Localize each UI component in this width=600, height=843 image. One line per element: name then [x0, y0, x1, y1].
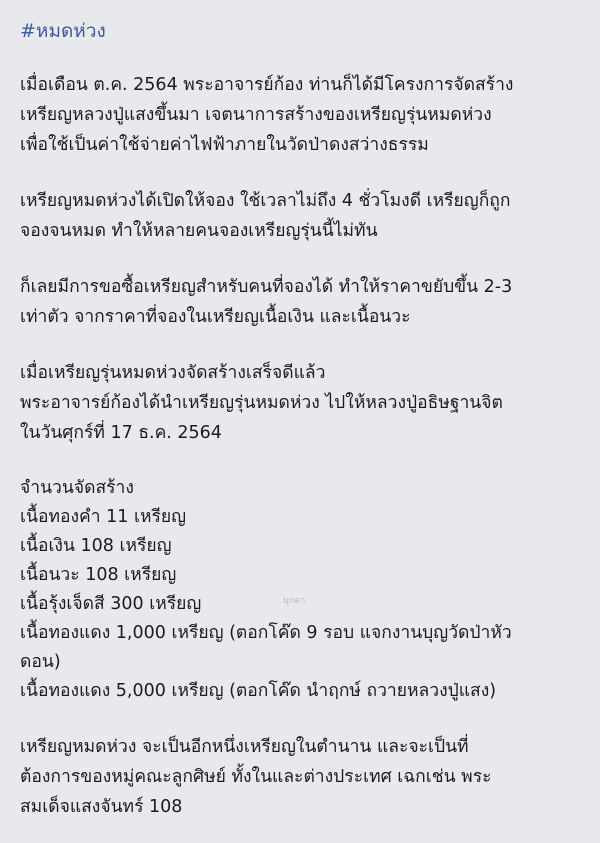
text-line: ต้องการของหมู่คณะลูกศิษย์ ทั้งในและต่างประเทศ เฉกเช่น พระ — [20, 767, 492, 787]
paragraph-price — [20, 272, 576, 332]
paragraph-booking — [20, 186, 576, 246]
text-line: จองจนหมด ทำให้หลายคนจองเหรียญรุ่นนี้ไม่ทัน — [20, 221, 378, 241]
text-line: เหรียญหมดห่วงได้เปิดให้จอง ใช้เวลาไม่ถึง 4 ชั่วโมงดี เหรียญก็ถูก — [20, 191, 511, 211]
hashtag-link[interactable]: #หมดห่วง — [20, 20, 106, 42]
watermark: มุกดา — [283, 596, 306, 606]
list-item: เนื้อทองแดง 1,000 เหรียญ (ตอกโค๊ด 9 รอบ แจกงานบุญวัดป่าหัว — [20, 623, 512, 643]
list-item: เนื้อเงิน 108 เหรียญ — [20, 536, 172, 556]
text-line: เมื่อเหรียญรุ่นหมดห่วงจัดสร้างเสร็จดีแล้ว — [20, 363, 326, 383]
text-line: พระอาจารย์ก้องได้นำเหรียญรุ่นหมดห่วง ไปให้หลวงปู่อธิษฐานจิต — [20, 393, 503, 413]
text-line: เมื่อเดือน ต.ค. 2564 พระอาจารย์ก้อง ท่านก็ได้มีโครงการจัดสร้าง — [20, 75, 514, 95]
list-item: เนื้อทองคำ 11 เหรียญ — [20, 507, 187, 527]
list-heading: จำนวนจัดสร้าง — [20, 478, 134, 498]
text-line: เท่าตัว จากราคาที่จองในเหรียญเนื้อเงิน และเนื้อนวะ — [20, 307, 411, 327]
paragraph-blessing — [20, 358, 576, 448]
list-item-continuation: ดอน) — [20, 652, 61, 672]
text-line: เหรียญหลวงปู่แสงขึ้นมา เจตนาการสร้างของเหรียญรุ่นหมดห่วง — [20, 105, 492, 125]
paragraph-project — [20, 70, 576, 160]
text-line: ก็เลยมีการขอซื้อเหรียญสำหรับคนที่จองได้ ทำให้ราคาขยับขึ้น 2-3 — [20, 277, 513, 297]
paragraph-closing — [20, 732, 576, 822]
text-line: สมเด็จแสงจันทร์ 108 — [20, 797, 183, 817]
list-item: เนื้อนวะ 108 เหรียญ — [20, 565, 177, 585]
production-list — [20, 474, 576, 706]
text-line: เหรียญหมดห่วง จะเป็นอีกหนึ่งเหรียญในตำนาน และจะเป็นที่ — [20, 737, 469, 757]
text-line: ในวันศุกร์ที่ 17 ธ.ค. 2564 — [20, 423, 222, 443]
list-item: เนื้อทองแดง 5,000 เหรียญ (ตอกโค๊ด นำฤกษ์ ถวายหลวงปู่แสง) — [20, 681, 497, 701]
text-line: เพื่อใช้เป็นค่าใช้จ่ายค่าไฟฟ้าภายในวัดป่าดงสว่างธรรม — [20, 135, 429, 155]
list-item: เนื้อรุ้งเจ็ดสี 300 เหรียญ — [20, 594, 202, 614]
